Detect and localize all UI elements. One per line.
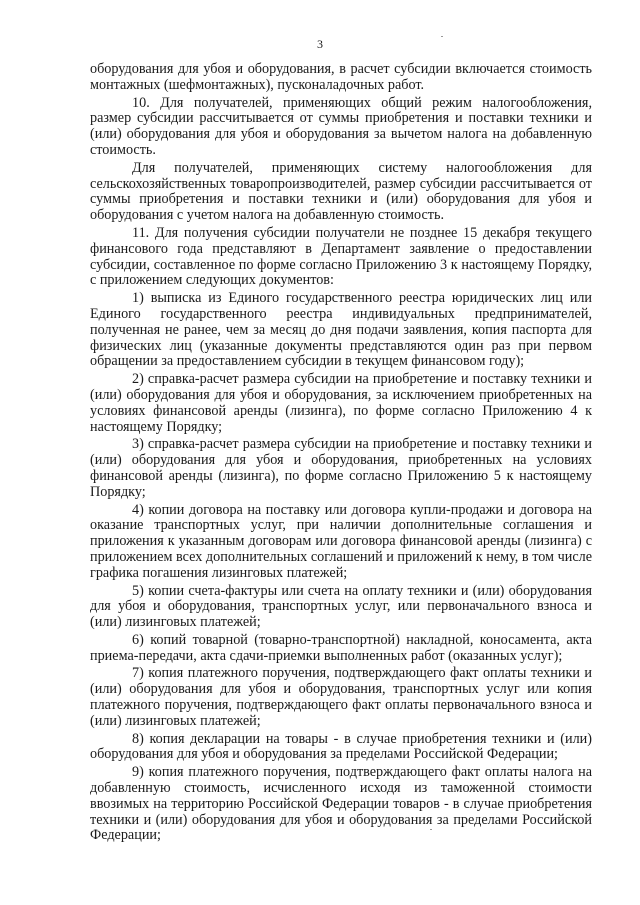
list-item-doc-2: 2) справка-расчет размера субсидии на приобретение и поставку техники и (или) оборудования для убоя и оборудования, за исключением приобретенных на условиях финансовой аренды (лизинга), по форме согласно Приложению 4 к настоящему Порядку; [90,371,592,435]
paragraph-item-10-esxn: Для получателей, применяющих систему налогообложения для сельскохозяйственных товаропроизводителей, размер субсидии рассчитывается от суммы приобретения и поставки техники и (или) оборудования для убоя и оборудования с учетом налога на добавленную стоимость. [90,159,592,224]
paragraph-item-11: 11. Для получения субсидии получатели не позднее 15 декабря текущего финансового года представляют в Департамент заявление о предоставлении субсидии, составленное по форме согласно Приложению 3 к настоящему Порядку, с приложением следующих документов: [90,224,592,289]
list-item-doc-4: 4) копии договора на поставку или договора купли-продажи и договора на оказание транспортных услуг, при наличии дополнительные соглашения и приложения к указанным договорам или договора финансовой аренды (лизинга) с приложением всех дополнительных соглашений и приложений к нему, в том числе графика погашения лизинговых платежей; [90,501,592,581]
list-item-doc-3: 3) справка-расчет размера субсидии на приобретение и поставку техники и (или) оборудования для убоя и оборудования, приобретенных на условиях финансовой аренды (лизинга), по форме согласно Приложению 5 к настоящему Порядку; [90,436,592,500]
page-number: 3 [317,37,323,51]
paragraph-continuation: оборудования для убоя и оборудования, в расчет субсидии включается стоимость монтажных (шефмонтажных), пусконаладочных работ. [90,61,592,93]
paragraph-item-10: 10. Для получателей, применяющих общий режим налогообложения, размер субсидии рассчитывается от суммы приобретения и поставки техники и (или) оборудования для убоя и оборудования за вычетом налога на добавленную стоимость. [90,94,592,158]
list-item-doc-7: 7) копия платежного поручения, подтверждающего факт оплаты техники и (или) оборудования для убоя и оборудования, транспортных услуг или копия платежного поручения, подтверждающего факт оплаты первоначального взноса и (или) лизинговых платежей; [90,665,592,729]
document-body [90,62,592,844]
list-item-doc-8: 8) копия декларации на товары - в случае приобретения техники и (или) оборудования для убоя и оборудования за пределами Российской Федерации; [90,730,592,763]
scan-speck [441,36,443,37]
list-item-doc-6: 6) копий товарной (товарно-транспортной) накладной, коносамента, акта приема-передачи, акта сдачи-приемки выполненных работ (оказанных услуг); [90,631,592,664]
list-item-doc-5: 5) копии счета-фактуры или счета на оплату техники и (или) оборудования для убоя и оборудования, транспортных услуг, или первоначального взноса и (или) лизинговых платежей; [90,582,592,631]
list-item-doc-9: 9) копия платежного поручения, подтверждающего факт оплаты налога на добавленную стоимость, исчисленного исходя из таможенной стоимости ввозимых на территорию Российской Федерации товаров - в случае приобретения техники и (или) оборудования для убоя и оборудования за пределами Российской Федерации; [90,764,592,844]
scan-speck [430,829,432,830]
list-item-doc-1: 1) выписка из Единого государственного реестра юридических лиц или Единого государственного реестра индивидуальных предпринимателей, полученная не ранее, чем за месяц до дня подачи заявления, копия паспорта для физических лиц (указанные документы представляются один раз при первом обращении за предоставлением субсидии в текущем финансовом году); [90,290,592,370]
